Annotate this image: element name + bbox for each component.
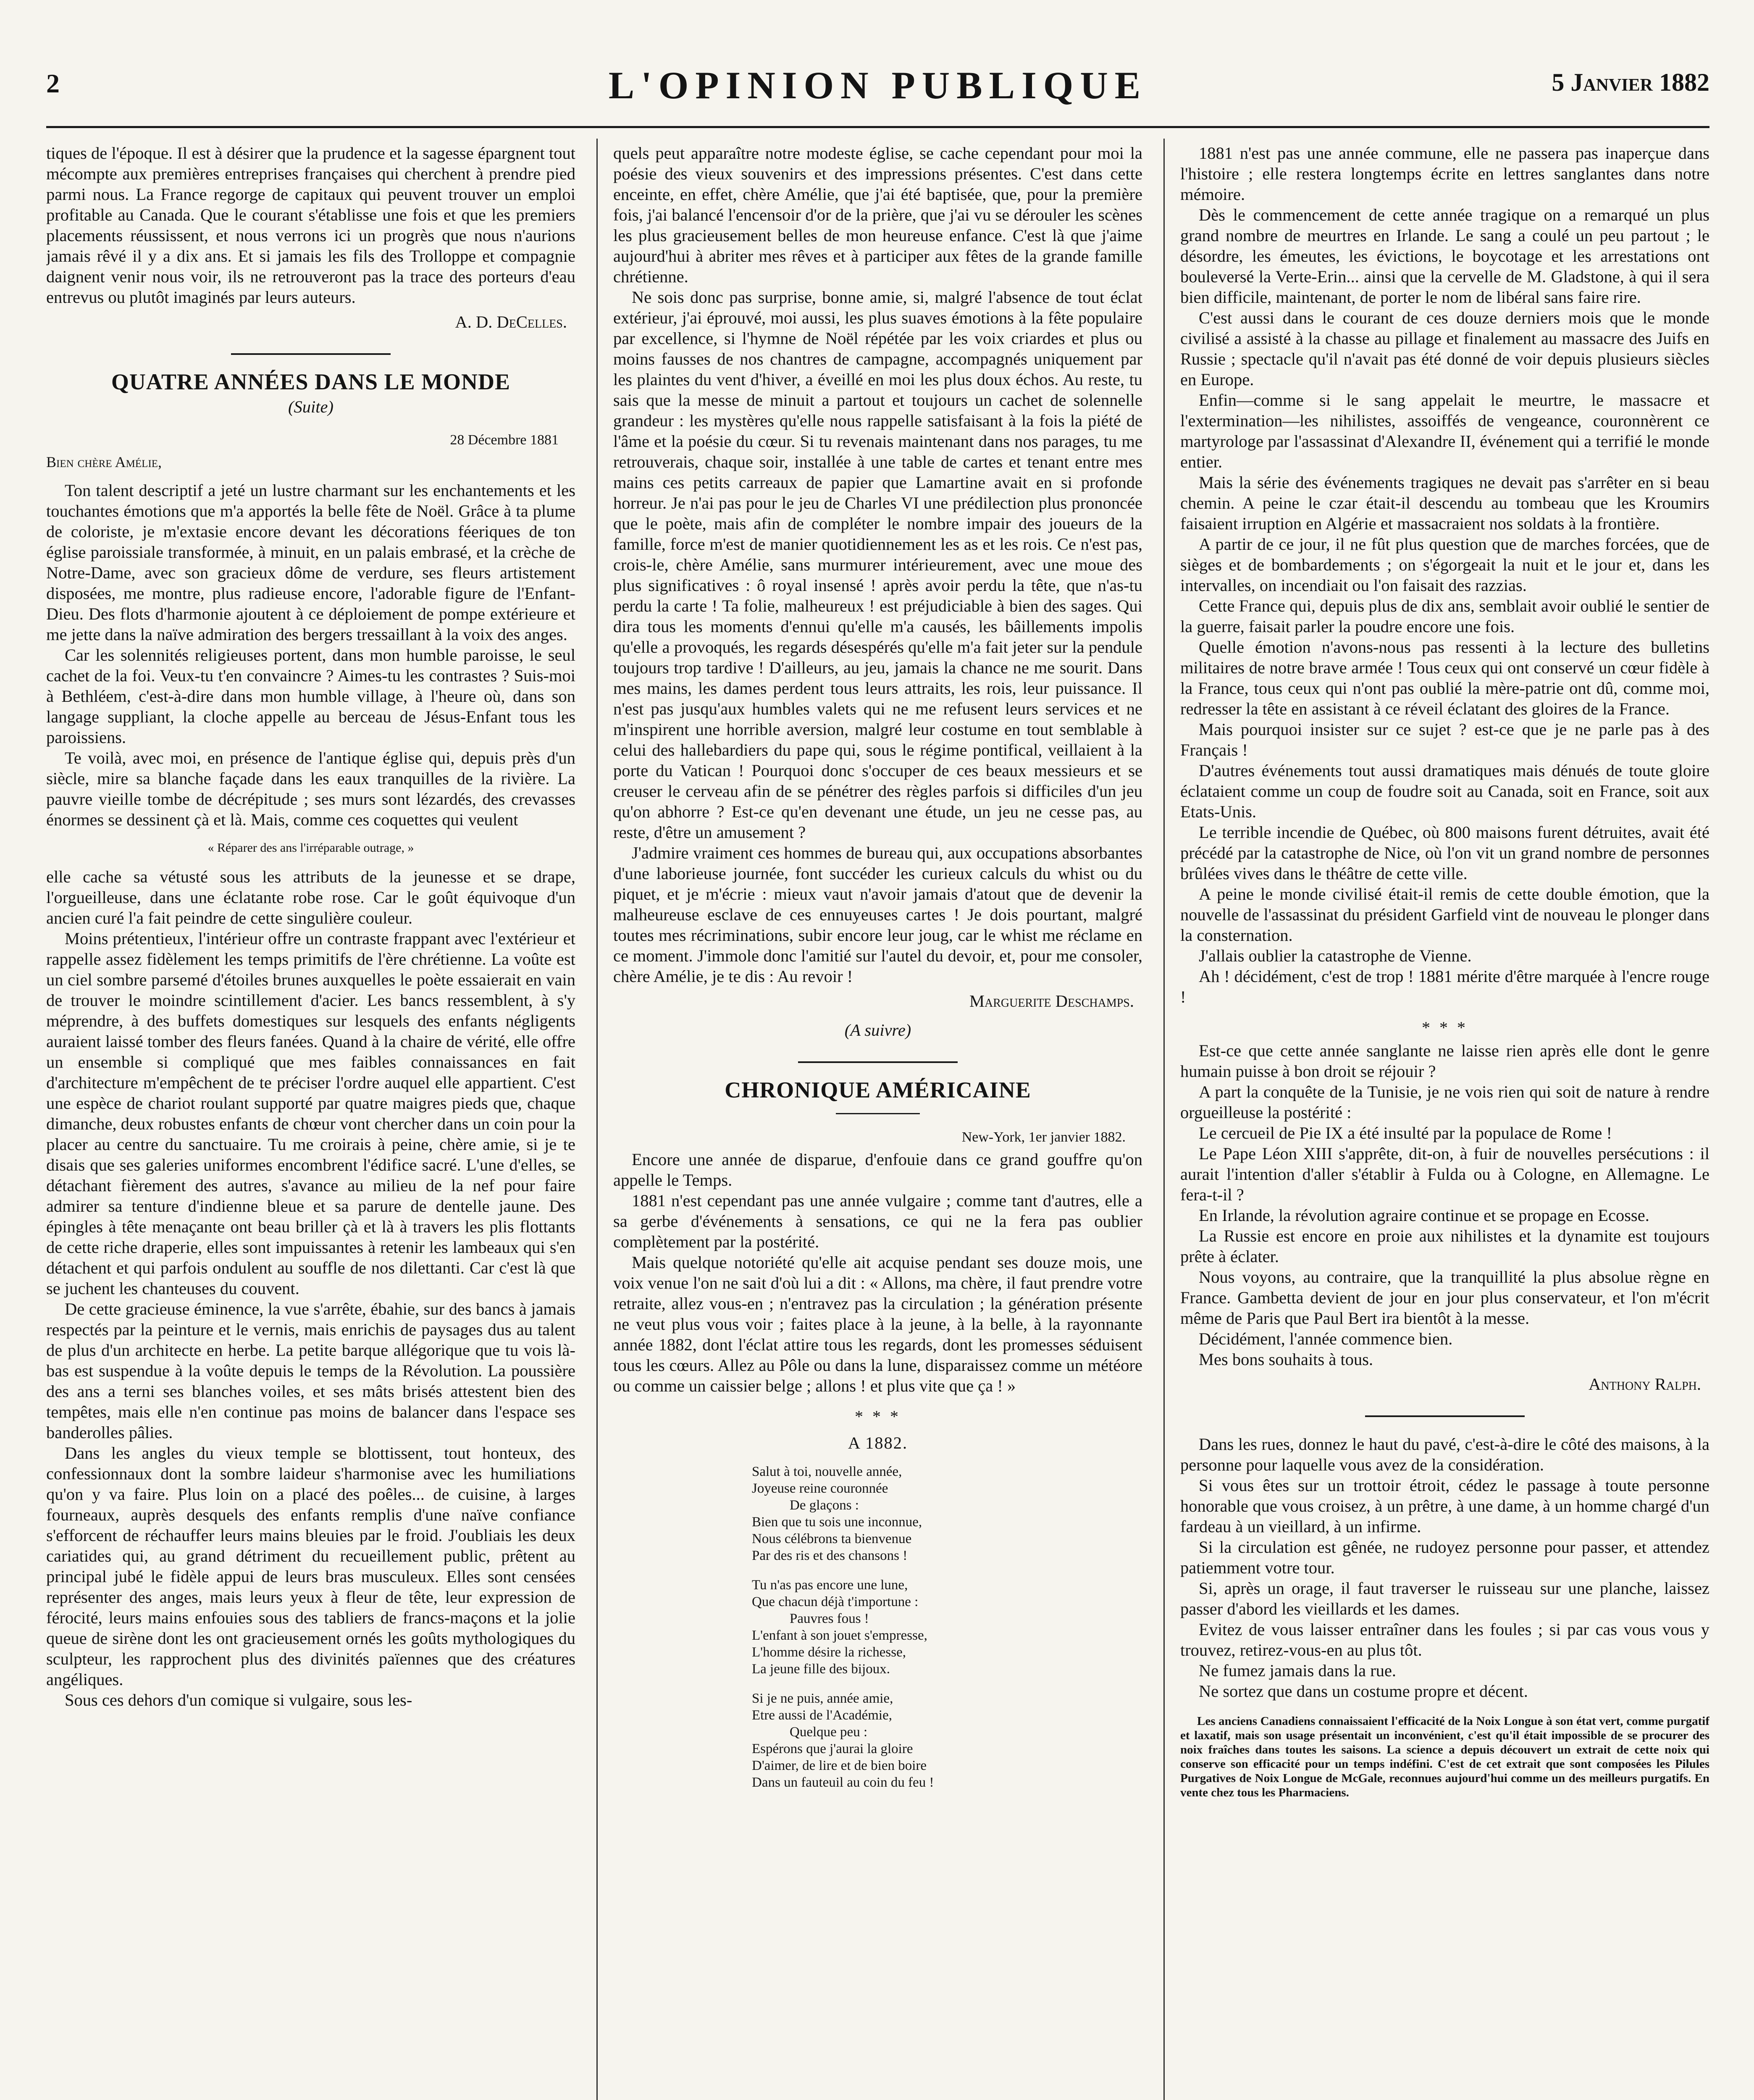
- paragraph: Ah ! décidément, c'est de trop ! 1881 mérite d'être marquée à l'encre rouge !: [1180, 967, 1709, 1006]
- poem-stanza: [752, 1463, 1142, 1564]
- to-be-continued: (A suivre): [844, 1021, 911, 1040]
- paragraph: Te voilà, avec moi, en présence de l'antique église qui, depuis près d'un siècle, mire sa blanche façade dans les eaux tranquilles de la rivière. La pauvre vieille tombe de décrépitude ; ses murs sont lézardés, des crevasses énormes se dessinent çà et là. Mais, comme ces coquettes qui veulent: [46, 748, 575, 829]
- paragraph: Dans les angles du vieux temple se blottissent, tout honteux, des confessionnaux dont la sombre laideur s'harmonise avec les humiliations qu'on y va faire. Plus loin on a placé des poêles... de cuisine, à larges fourneaux, auprès desquels des enfants remplis d'une naïve confiance s'efforcent de réchauffer leurs mains bleuies par le froid. J'oubliais les deux cariatides qui, au grand détriment du recueillement public, prêtent au principal jubé le fidèle appui de leurs bras musculeux. Elles sont censées représenter des anges, mais leurs yeux à fleur de tête, leur expression de férocité, leurs mains enfouies sous des tabliers de francs-maçons et la jolie queue de sirène dont les ont gracieusement ornés les goûts mythologiques du sculpteur, les rapprochent plus des divinités païennes que des créatures angéliques.: [46, 1444, 575, 1689]
- paragraph: Enfin—comme si le sang appelait le meurtre, le massacre et l'extermination—les nihilistes, assoiffés de vengeance, couronnèrent ce martyrologe par l'assassinat d'Alexandre II, événement qui a terrifié le monde entier.: [1180, 391, 1709, 471]
- poem-line: L'enfant à son jouet s'empresse,: [752, 1628, 927, 1643]
- column-divider: [1163, 139, 1165, 2100]
- poem-line: Que chacun déjà t'importune :: [752, 1594, 919, 1609]
- paragraph: Sous ces dehors d'un comique si vulgaire, sous les-: [65, 1690, 412, 1709]
- letter-signature: Marguerite Deschamps.: [969, 992, 1134, 1011]
- poem-line: Dans un fauteuil au coin du feu !: [752, 1775, 934, 1790]
- quotation: « Réparer des ans l'irréparable outrage, »: [207, 841, 414, 855]
- poem-line: Pauvres fous !: [790, 1611, 869, 1626]
- paragraph: Si la circulation est gênée, ne rudoyez personne pour passer, et attendez patiemment votre tour.: [1180, 1538, 1709, 1577]
- paragraph: Si, après un orage, il faut traverser le ruisseau sur une planche, laissez passer d'abord les vieillards et les dames.: [1180, 1579, 1709, 1618]
- section-rule: [1365, 1415, 1525, 1417]
- paragraph: Cette France qui, depuis plus de dix ans, semblait avoir oublié le sentier de la guerre, faisait parler la poudre encore une fois.: [1180, 596, 1709, 636]
- masthead: [46, 63, 1709, 109]
- paragraph: La Russie est encore en proie aux nihilistes et la dynamite est toujours prête à éclater.: [1180, 1226, 1709, 1266]
- paragraph: En Irlande, la révolution agraire continue et se propage en Ecosse.: [1199, 1206, 1649, 1225]
- newspaper-title: L'OPINION PUBLIQUE: [608, 64, 1147, 107]
- paragraph: D'autres événements tout aussi dramatiques mais dénués de toute gloire éclataient comme un coup de foudre soit au Canada, soit en France, soit aux Etats-Unis.: [1180, 761, 1709, 821]
- intro-paragraph: tiques de l'époque. Il est à désirer que la prudence et la sagesse épargnent tout mécompte aux premières entreprises françaises qui cherchent à prendre pied parmi nous. La France regorge de capitaux qui peuvent trouver un emploi profitable au Canada. Que le courant s'établisse une fois et que les premiers placements réussissent, et nous verrons ici un progrès que nous n'aurions jamais rêvé il y a dix ans. Et si jamais les fils des Trolloppe et compagnie daignent venir nous voir, ils ne retrouveront pas la trace des porteurs d'eau entrevus ou plutôt imaginés par leurs auteurs.: [46, 144, 575, 307]
- paragraph: Mais quelque notoriété qu'elle ait acquise pendant ses douze mois, une voix venue l'on ne sait d'où lui a dit : « Allons, ma chère, il faut prendre votre retraite, allez vous-en ; n'entravez pas la circulation ; la génération présente ne veut plus vous voir ; faites place à la jeune, à la belle, à la rayonnante année 1882, dont l'éclat attire tous les regards, dont les promesses séduisent tous les cœurs. Allez au Pôle ou dans la lune, disparaissez comme un météore ou comme un caissier belge ; allons ! et plus vite que ça ! »: [613, 1253, 1142, 1395]
- poem-line: Tu n'as pas encore une lune,: [752, 1578, 908, 1593]
- paragraph: Si vous êtes sur un trottoir étroit, cédez le passage à toute personne honorable que vous croisez, à un prêtre, à une dame, à un homme chargé d'un fardeau à un vieillard, à un infirme.: [1180, 1476, 1709, 1536]
- paragraph: Ne sois donc pas surprise, bonne amie, si, malgré l'absence de tout éclat extérieur, j'ai éprouvé, moi aussi, les plus suaves émotions à la fête populaire par excellence, si l'hymne de Noël répétée par les voix criardes et plus ou moins fausses de nos chantres de campagne, accompagnés uniquement par les plaintes du vent d'hiver, a éveillé en moi les plus doux échos. Au reste, tu sais que la messe de minuit a partout et toujours un cachet de solennelle grandeur : les mystères qu'elle nous rappelle satisfaisant à la fois la piété de l'âme et la poésie du cœur. Si tu revenais maintenant dans nos parages, tu me retrouverais, chaque soir, installée à une table de cartes et tenant entre mes mains ces petits carreaux de papier que Lamartine avait en si profonde horreur. Je n'ai pas pour le jeu de Charles VI une prédilection plus prononcée que le poète, mais afin de compléter le nombre impair des joueurs de la famille, force m'est de manier quotidiennement les as et les rois. Ce n'est pas, crois-le, chère Amélie, sans murmurer intérieurement, avec une moue des plus significatives : ô royal insensé ! après avoir perdu la tête, que n'as-tu perdu la carte ! Ta folie, malheureux ! est préjudiciable à bien des sages. Qui dira tous les moments d'ennui qu'elle m'a causés, les bâillements impolis qu'elle a provoqués, les regards désespérés qu'elle m'a fait jeter sur la pendule toujours trop tardive ! D'ailleurs, au jeu, jamais la chance ne me sourit. Dans mes mains, les dames perdent tous leurs attraits, les rois, leur puissance. Il n'est pas jusqu'aux humbles valets qui ne me refusent leurs services et ne m'inspirent une horrible aversion, malgré leur costume en tout semblable à celui des hallebardiers du pape qui, sous le régime pontifical, veillaient à la porte du Vatican ! Pourquoi donc s'occuper de ces beaux messieurs et se creuser le cerveau afin de se pénétrer des règles parfois si difficiles d'un jeu qu'on abhorre ? Est-ce qu'en devenant une étude, un jeu ne cesse pas, au reste, d'être un amusement ?: [613, 288, 1142, 842]
- paragraph: J'allais oublier la catastrophe de Vienne.: [1199, 946, 1472, 965]
- poem-title: A 1882.: [848, 1433, 908, 1452]
- column-divider: [596, 139, 598, 2100]
- poem-line: Si je ne puis, année amie,: [752, 1691, 893, 1706]
- poem-line: Etre aussi de l'Académie,: [752, 1708, 892, 1723]
- paragraph: A peine le monde civilisé était-il remis de cette double émotion, que la nouvelle de l'assassinat du président Garfield vint de nouveau le plonger dans la consternation.: [1180, 885, 1709, 945]
- poem-stanza: [752, 1577, 1142, 1677]
- poem-line: Joyeuse reine couronnée: [752, 1481, 888, 1496]
- column-2: [613, 143, 1142, 2100]
- salutation: Bien chère Amélie,: [46, 454, 162, 470]
- advertisement: Les anciens Canadiens connaissaient l'efficacité de la Noix Longue à son état vert, comme purgatif et laxatif, mais son usage présentait un inconvénient, c'est qu'il était impossible de se procurer des noix fraîches dans toutes les saisons. La science a depuis découvert un extrait de cette noix qui conserve son efficacité pour un temps indéfini. C'est de cet extrait que sont composées les Pilules Purgatives de Noix Longue de McGale, reconnues aujourd'hui comme un des meilleurs purgatifs. En vente chez tous les Pharmaciens.: [1180, 1714, 1709, 1799]
- article-suite: (Suite): [288, 397, 333, 416]
- column-3: [1180, 143, 1709, 2100]
- paragraph: De cette gracieuse éminence, la vue s'arrête, ébahie, sur des bancs à jamais respectés par la peinture et le vernis, mais enrichis de paysages dus au talent de plus d'un architecte en herbe. La petite barque allégorique que tu vois là-bas est suspendue à la voûte depuis le temps de la Révolution. La poussière des ans a terni ses blanches voiles, et ses mâts brisés attestent bien des tempêtes, mais elle n'en continue pas moins de balancer dans l'espace ses banderolles pâlies.: [46, 1299, 575, 1442]
- article-title: QUATRE ANNÉES DANS LE MONDE: [111, 369, 511, 394]
- paragraph: A partir de ce jour, il ne fût plus question que de marches forcées, que de sièges et de bombardements ; on s'égorgeait la nuit et le jour et, dans les intervalles, on incendiait ou l'on faisait des razzias.: [1180, 535, 1709, 595]
- paragraph: 1881 n'est pas une année commune, elle ne passera pas inaperçue dans l'histoire ; elle restera longtemps écrite en lettres sanglantes dans notre mémoire.: [1180, 144, 1709, 204]
- column-1: [46, 143, 575, 2100]
- paragraph: Est-ce que cette année sanglante ne laisse rien après elle dont le genre humain puisse à bon droit se réjouir ?: [1180, 1041, 1709, 1081]
- paragraph: Mais pourquoi insister sur ce sujet ? est-ce que je ne parle pas à des Français !: [1180, 720, 1709, 759]
- paragraph: Le Pape Léon XIII s'apprête, dit-on, à fuir de nouvelles persécutions : il aurait l'intention d'aller s'établir à Fulda ou à Cologne, en Allemagne. Le fera-t-il ?: [1180, 1144, 1709, 1204]
- issue-date: 5 Janvier 1882: [1552, 68, 1709, 96]
- paragraph: Car les solennités religieuses portent, dans mon humble paroisse, le seul cachet de la foi. Veux-tu t'en convaincre ? Aimes-tu les contrastes ? Suis-moi à Bethléem, c'est-à-dire dans mon humble village, à l'heure où, dans son langage suppliant, la cloche appelle au berceau de Jésus-Enfant tous les paroissiens.: [46, 646, 575, 747]
- poem-line: Salut à toi, nouvelle année,: [752, 1464, 902, 1479]
- intro-signature: A. D. DeCelles.: [455, 312, 567, 331]
- paragraph: Encore une année de disparue, d'enfouie dans ce grand gouffre qu'on appelle le Temps.: [613, 1150, 1142, 1189]
- poem-stanza: [752, 1690, 1142, 1791]
- section-rule: [231, 353, 391, 355]
- paragraph: Ton talent descriptif a jeté un lustre charmant sur les enchantements et les touchantes émotions que m'a apportés la belle fête de Noël. Grâce à ta plume de coloriste, je m'extasie encore devant les décorations féeriques de ton église paroissiale transformée, à minuit, en un palais embrasé, et la crèche de Notre-Dame, avec son gracieux dôme de verdure, ses fleurs artistement disposées, me montre, plus radieuse encore, l'adorable figure de l'Enfant-Dieu. Des flots d'harmonie ajoutent à ce déploiement de pompe extérieure et me jette dans la naïve admiration des bergers tressaillant à la voix des anges.: [46, 481, 575, 644]
- page-number: 2: [46, 68, 60, 98]
- chronique-title: CHRONIQUE AMÉRICAINE: [725, 1077, 1031, 1102]
- section-rule: [798, 1061, 958, 1063]
- paragraph: A part la conquête de la Tunisie, je ne vois rien qui soit de nature à rendre orgueilleuse la postérité :: [1180, 1082, 1709, 1122]
- chronique-date: New-York, 1er janvier 1882.: [961, 1129, 1126, 1145]
- paragraph: Dans les rues, donnez le haut du pavé, c'est-à-dire le côté des maisons, à la personne pour laquelle vous avez de la considération.: [1180, 1435, 1709, 1474]
- paragraph: 1881 n'est cependant pas une année vulgaire ; comme tant d'autres, elle a sa gerbe d'événements à sensations, ce qui ne la fera pas oublier complètement par la postérité.: [613, 1191, 1142, 1251]
- paragraph: Dès le commencement de cette année tragique on a remarqué un plus grand nombre de meurtres en Irlande. Le sang a coulé un peu partout ; le désordre, les émeutes, les évictions, le boycotage et les arrestations ont bouleversé la Verte-Erin... ainsi que la cervelle de M. Gladstone, à qui il sera bien difficile, maintenant, de porter le nom de libéral sans faire rire.: [1180, 205, 1709, 307]
- paragraph: Quelle émotion n'avons-nous pas ressenti à la lecture des bulletins militaires de notre brave armée ! Tous ceux qui ont conservé un cœur fidèle à la France, tous ceux qui n'ont pas oublié la mère-patrie ont dû, comme moi, redresser la tête en assistant à ce réveil éclatant des gloires de la France.: [1180, 638, 1709, 718]
- paragraph: Le cercueil de Pie IX a été insulté par la populace de Rome !: [1199, 1124, 1612, 1142]
- poem-line: La jeune fille des bijoux.: [752, 1662, 890, 1677]
- paragraph: Mais la série des événements tragiques ne devait pas s'arrêter en si beau chemin. A peine le czar était-il descendu au tombeau que les Kroumirs faisaient irruption en Algérie et massacraient nos soldats à la frontière.: [1180, 473, 1709, 533]
- paragraph: Le terrible incendie de Québec, où 800 maisons furent détruites, avait été précédé par la catastrophe de Nice, où l'on vit un grand nombre de personnes brûlées vives dans le théâtre de cette ville.: [1180, 823, 1709, 883]
- paragraph: Ne sortez que dans un costume propre et décent.: [1199, 1682, 1528, 1701]
- paragraph: Décidément, l'année commence bien.: [1199, 1329, 1453, 1348]
- section-stars: * * *: [1422, 1018, 1468, 1037]
- paragraph: Mes bons souhaits à tous.: [1199, 1350, 1373, 1369]
- poem: [752, 1463, 1142, 1791]
- poem-line: Bien que tu sois une inconnue,: [752, 1515, 922, 1530]
- poem-line: Nous célébrons ta bienvenue: [752, 1531, 912, 1546]
- paragraph: J'admire vraiment ces hommes de bureau qui, aux occupations absorbantes d'une laborieuse journée, font succéder les curieux calculs du whist ou du piquet, et je m'écrie : mieux vaut n'avoir jamais d'atout que de devenir la malheureuse esclave de ces ennuyeuses cartes ! Je dois pourtant, malgré toutes mes récriminations, subir encore leur joug, car le whist me réclame en ce moment. J'immole donc l'amitié sur l'autel du devoir, et, pour me consoler, chère Amélie, je te dis : Au revoir !: [613, 843, 1142, 986]
- paragraph: Evitez de vous laisser entraîner dans les foules ; si par cas vous vous y trouvez, retirez-vous-en au plus tôt.: [1180, 1620, 1709, 1659]
- chronique-signature: Anthony Ralph.: [1589, 1375, 1701, 1394]
- paragraph: Moins prétentieux, l'intérieur offre un contraste frappant avec l'extérieur et rappelle assez fidèlement les temps primitifs de l'ère chrétienne. La voûte est un ciel sombre parsemé d'étoiles brunes auxquelles le poète essaierait en vain de trouver le moindre scintillement d'acier. Les bancs ressemblent, à s'y méprendre, à des buffets domestiques sur lesquels des enfants négligents auraient laissé tomber des fleurs fanées. Quand à la chaire de vérité, elle offre un ensemble si compliqué que mes faibles connaissances en fait d'architecture m'empêchent de te préciser l'ordre auquel elle appartient. C'est une espèce de chariot roulant supporté par quatre maigres pieds que, chaque dimanche, deux robustes enfants de chœur vont chercher dans un coin pour la placer au centre du sanctuaire. Tu me croirais à peine, chère amie, si je te disais que ses galeries uniformes encombrent l'édifice sacré. L'une d'elles, se détachant fièrement des autres, s'avance au milieu de la nef pour faire admirer sa tenture d'indienne bleue et sa parure de dentelle jaune. Des épingles à tête menaçante ont beau briller çà et là à travers les plis flottants de cette riche draperie, elles sont impuissantes à retenir les lambeaux qui s'en détachent et qui parfois ondulent au souffle de nos dilettanti. Car c'est là que se juchent les chanteuses du couvent.: [46, 929, 575, 1298]
- title-rule: [836, 1113, 920, 1114]
- paragraph: C'est aussi dans le courant de ces douze derniers mois que le monde civilisé a assisté à la chasse au pillage et finalement au massacre des Juifs en Russie ; spectacle qu'il n'avait pas été donné de voir depuis plusieurs siècles en Europe.: [1180, 308, 1709, 389]
- paragraph: Ne fumez jamais dans la rue.: [1199, 1661, 1397, 1680]
- poem-line: Quelque peu :: [790, 1725, 868, 1740]
- paragraph: Nous voyons, au contraire, que la tranquillité la plus absolue règne en France. Gambetta devient de jour en jour plus conservateur, et l'on m'écrit même de Paris que Paul Bert ira bientôt à la messe.: [1180, 1268, 1709, 1328]
- poem-line: L'homme désire la richesse,: [752, 1645, 906, 1660]
- section-stars: * * *: [855, 1407, 901, 1426]
- paragraph: quels peut apparaître notre modeste église, se cache cependant pour moi la poésie des vieux souvenirs et des impressions présentes. C'est dans cette enceinte, en effet, chère Amélie, que j'ai été baptisée, que, pour la première fois, j'ai balancé l'encensoir d'or de la prière, que j'ai vu se dérouler les scènes les plus gracieusement belles de mon heureuse enfance. C'est là que j'aime aujourd'hui à abriter mes rêves et à participer aux fêtes de la grande famille chrétienne.: [613, 144, 1142, 286]
- poem-line: Espérons que j'aurai la gloire: [752, 1741, 913, 1756]
- poem-line: D'aimer, de lire et de bien boire: [752, 1758, 927, 1773]
- masthead-rule: [46, 126, 1709, 128]
- article-date: 28 Décembre 1881: [450, 432, 559, 448]
- poem-line: Par des ris et des chansons !: [752, 1548, 908, 1563]
- paragraph: elle cache sa vétusté sous les attributs de la jeunesse et se drape, l'orgueilleuse, dans une éclatante robe rose. Car le goût équivoque d'un ancien curé l'a fait peindre de cette singulière couleur.: [46, 867, 575, 927]
- poem-line: De glaçons :: [790, 1498, 859, 1513]
